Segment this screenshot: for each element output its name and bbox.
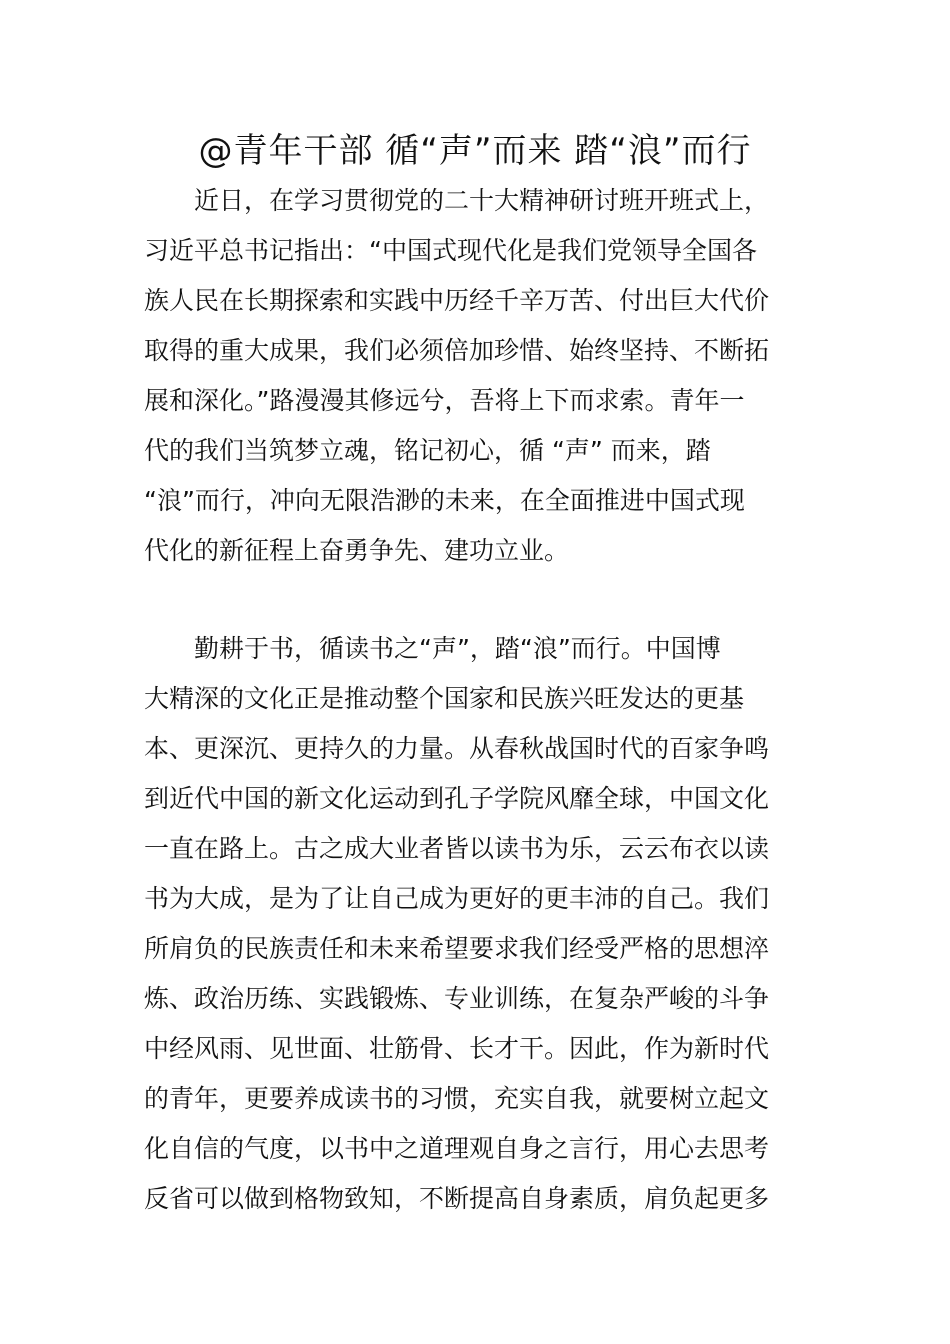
paragraph-line: 取得的重大成果，我们必须倍加珍惜、始终坚持、不断拓 <box>144 336 770 365</box>
document-title: @青年干部 循“声”而来 踏“浪”而行 <box>198 131 752 171</box>
paragraph-1 <box>144 176 806 576</box>
paragraph-line: 大精深的文化正是推动整个国家和民族兴旺发达的更基 <box>144 684 745 713</box>
paragraph-line: 到近代中国的新文化运动到孔子学院风靡全球，中国文化 <box>144 784 770 813</box>
paragraph-line: 的青年，更要养成读书的习惯，充实自我，就要树立起文 <box>144 1084 770 1113</box>
paragraph-2 <box>144 624 806 1224</box>
paragraph-line: 书为大成，是为了让自己成为更好的更丰沛的自己。我们 <box>144 884 770 913</box>
paragraph-line: 中经风雨、见世面、壮筋骨、长才干。因此，作为新时代 <box>144 1034 770 1063</box>
paragraph-line: 代化的新征程上奋勇争先、建功立业。 <box>144 536 570 565</box>
paragraph-line: 近日，在学习贯彻党的二十大精神研讨班开班式上， <box>194 186 770 215</box>
paragraph-line: 化自信的气度，以书中之道理观自身之言行，用心去思考 <box>144 1134 770 1163</box>
paragraph-line: 代的我们当筑梦立魂，铭记初心，循 “声” 而来，踏 <box>144 436 711 465</box>
paragraph-line: 本、更深沉、更持久的力量。从春秋战国时代的百家争鸣 <box>144 734 770 763</box>
paragraph-line: 展和深化。”路漫漫其修远兮，吾将上下而求索。青年一 <box>144 386 745 415</box>
paragraph-line: 勤耕于书，循读书之“声”，踏“浪”而行。中国博 <box>194 634 721 663</box>
paragraph-line: 炼、政治历练、实践锻炼、专业训练，在复杂严峻的斗争 <box>144 984 770 1013</box>
paragraph-line: 族人民在长期探索和实践中历经千辛万苦、付出巨大代价 <box>144 286 770 315</box>
paragraph-line: 反省可以做到格物致知，不断提高自身素质，肩负起更多 <box>144 1184 770 1213</box>
paragraph-line: 一直在路上。古之成大业者皆以读书为乐，云云布衣以读 <box>144 834 770 863</box>
paragraph-line: 所肩负的民族责任和未来希望要求我们经受严格的思想淬 <box>144 934 770 963</box>
paragraph-line: “浪”而行，冲向无限浩渺的未来，在全面推进中国式现 <box>144 486 745 515</box>
paragraph-line: 习近平总书记指出：“中国式现代化是我们党领导全国各 <box>144 236 757 265</box>
